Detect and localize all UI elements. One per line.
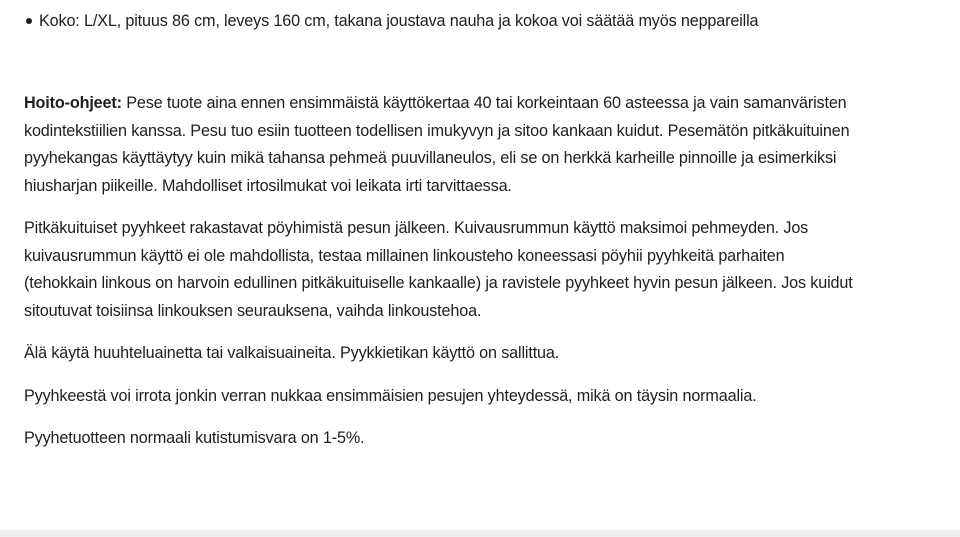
detergent-text: Älä käytä huuhteluainetta tai valkaisuaineita. Pyykkietikan käyttö on sallittua. — [24, 344, 560, 362]
care-heading: Hoito-ohjeet: — [24, 94, 122, 112]
detergent-paragraph — [24, 340, 954, 368]
shrinkage-text: Pyyhetuotteen normaali kutistumisvara on 1-5%. — [24, 429, 365, 447]
care-line-1 — [24, 90, 954, 118]
care-line-4: hiusharjan piikeille. Mahdolliset irtosilmukat voi leikata irti tarvittaessa. — [24, 176, 512, 195]
drying-line-2: kuivausrummun käyttö ei ole mahdollista, testaa millainen linkousteho koneessasi pöyhii pyyhkeitä parhaiten — [24, 246, 785, 265]
care-line-3: pyyhekangas käyttäytyy kuin mikä tahansa pehmeä puuvillaneulos, eli se on herkkä karheille pinnoille ja esimerkiksi — [24, 149, 837, 167]
footer-divider — [0, 530, 960, 537]
drying-paragraph — [24, 215, 954, 325]
drying-line-4: sitoutuvat toisiinsa linkouksen seurauksena, vaihda linkoustehoa. — [24, 301, 482, 320]
shrinkage-paragraph — [24, 425, 954, 453]
care-line-2: kodintekstiilien kanssa. Pesu tuo esiin tuotteen todellisen imukyvyn ja sitoo kankaan kuidut. Pesemätön pitkäkuituinen — [24, 121, 850, 140]
care-line-1-text: Pese tuote aina ennen ensimmäistä käyttökertaa 40 tai korkeintaan 60 asteessa ja vain samanväristen — [121, 94, 847, 112]
lint-paragraph — [24, 383, 954, 411]
size-list-item — [24, 9, 758, 33]
care-instructions-paragraph — [24, 90, 954, 200]
lint-text: Pyyhkeestä voi irrota jonkin verran nukkaa ensimmäisien pesujen yhteydessä, mikä on täysin normaalia. — [24, 387, 757, 405]
size-text: Koko: L/XL, pituus 86 cm, leveys 160 cm, takana joustava nauha ja kokoa voi säätää myös neppareilla — [39, 12, 759, 30]
bullet-icon — [26, 18, 32, 24]
drying-line-3: (tehokkain linkous on harvoin edullinen pitkäkuituiselle kankaalle) ja ravistele pyyhkeet hyvin pesun jälkeen. Jos kuidut — [24, 274, 853, 292]
drying-line-1: Pitkäkuituiset pyyhkeet rakastavat pöyhimistä pesun jälkeen. Kuivausrummun käyttö maksimoi pehmeyden. Jos — [24, 219, 809, 237]
